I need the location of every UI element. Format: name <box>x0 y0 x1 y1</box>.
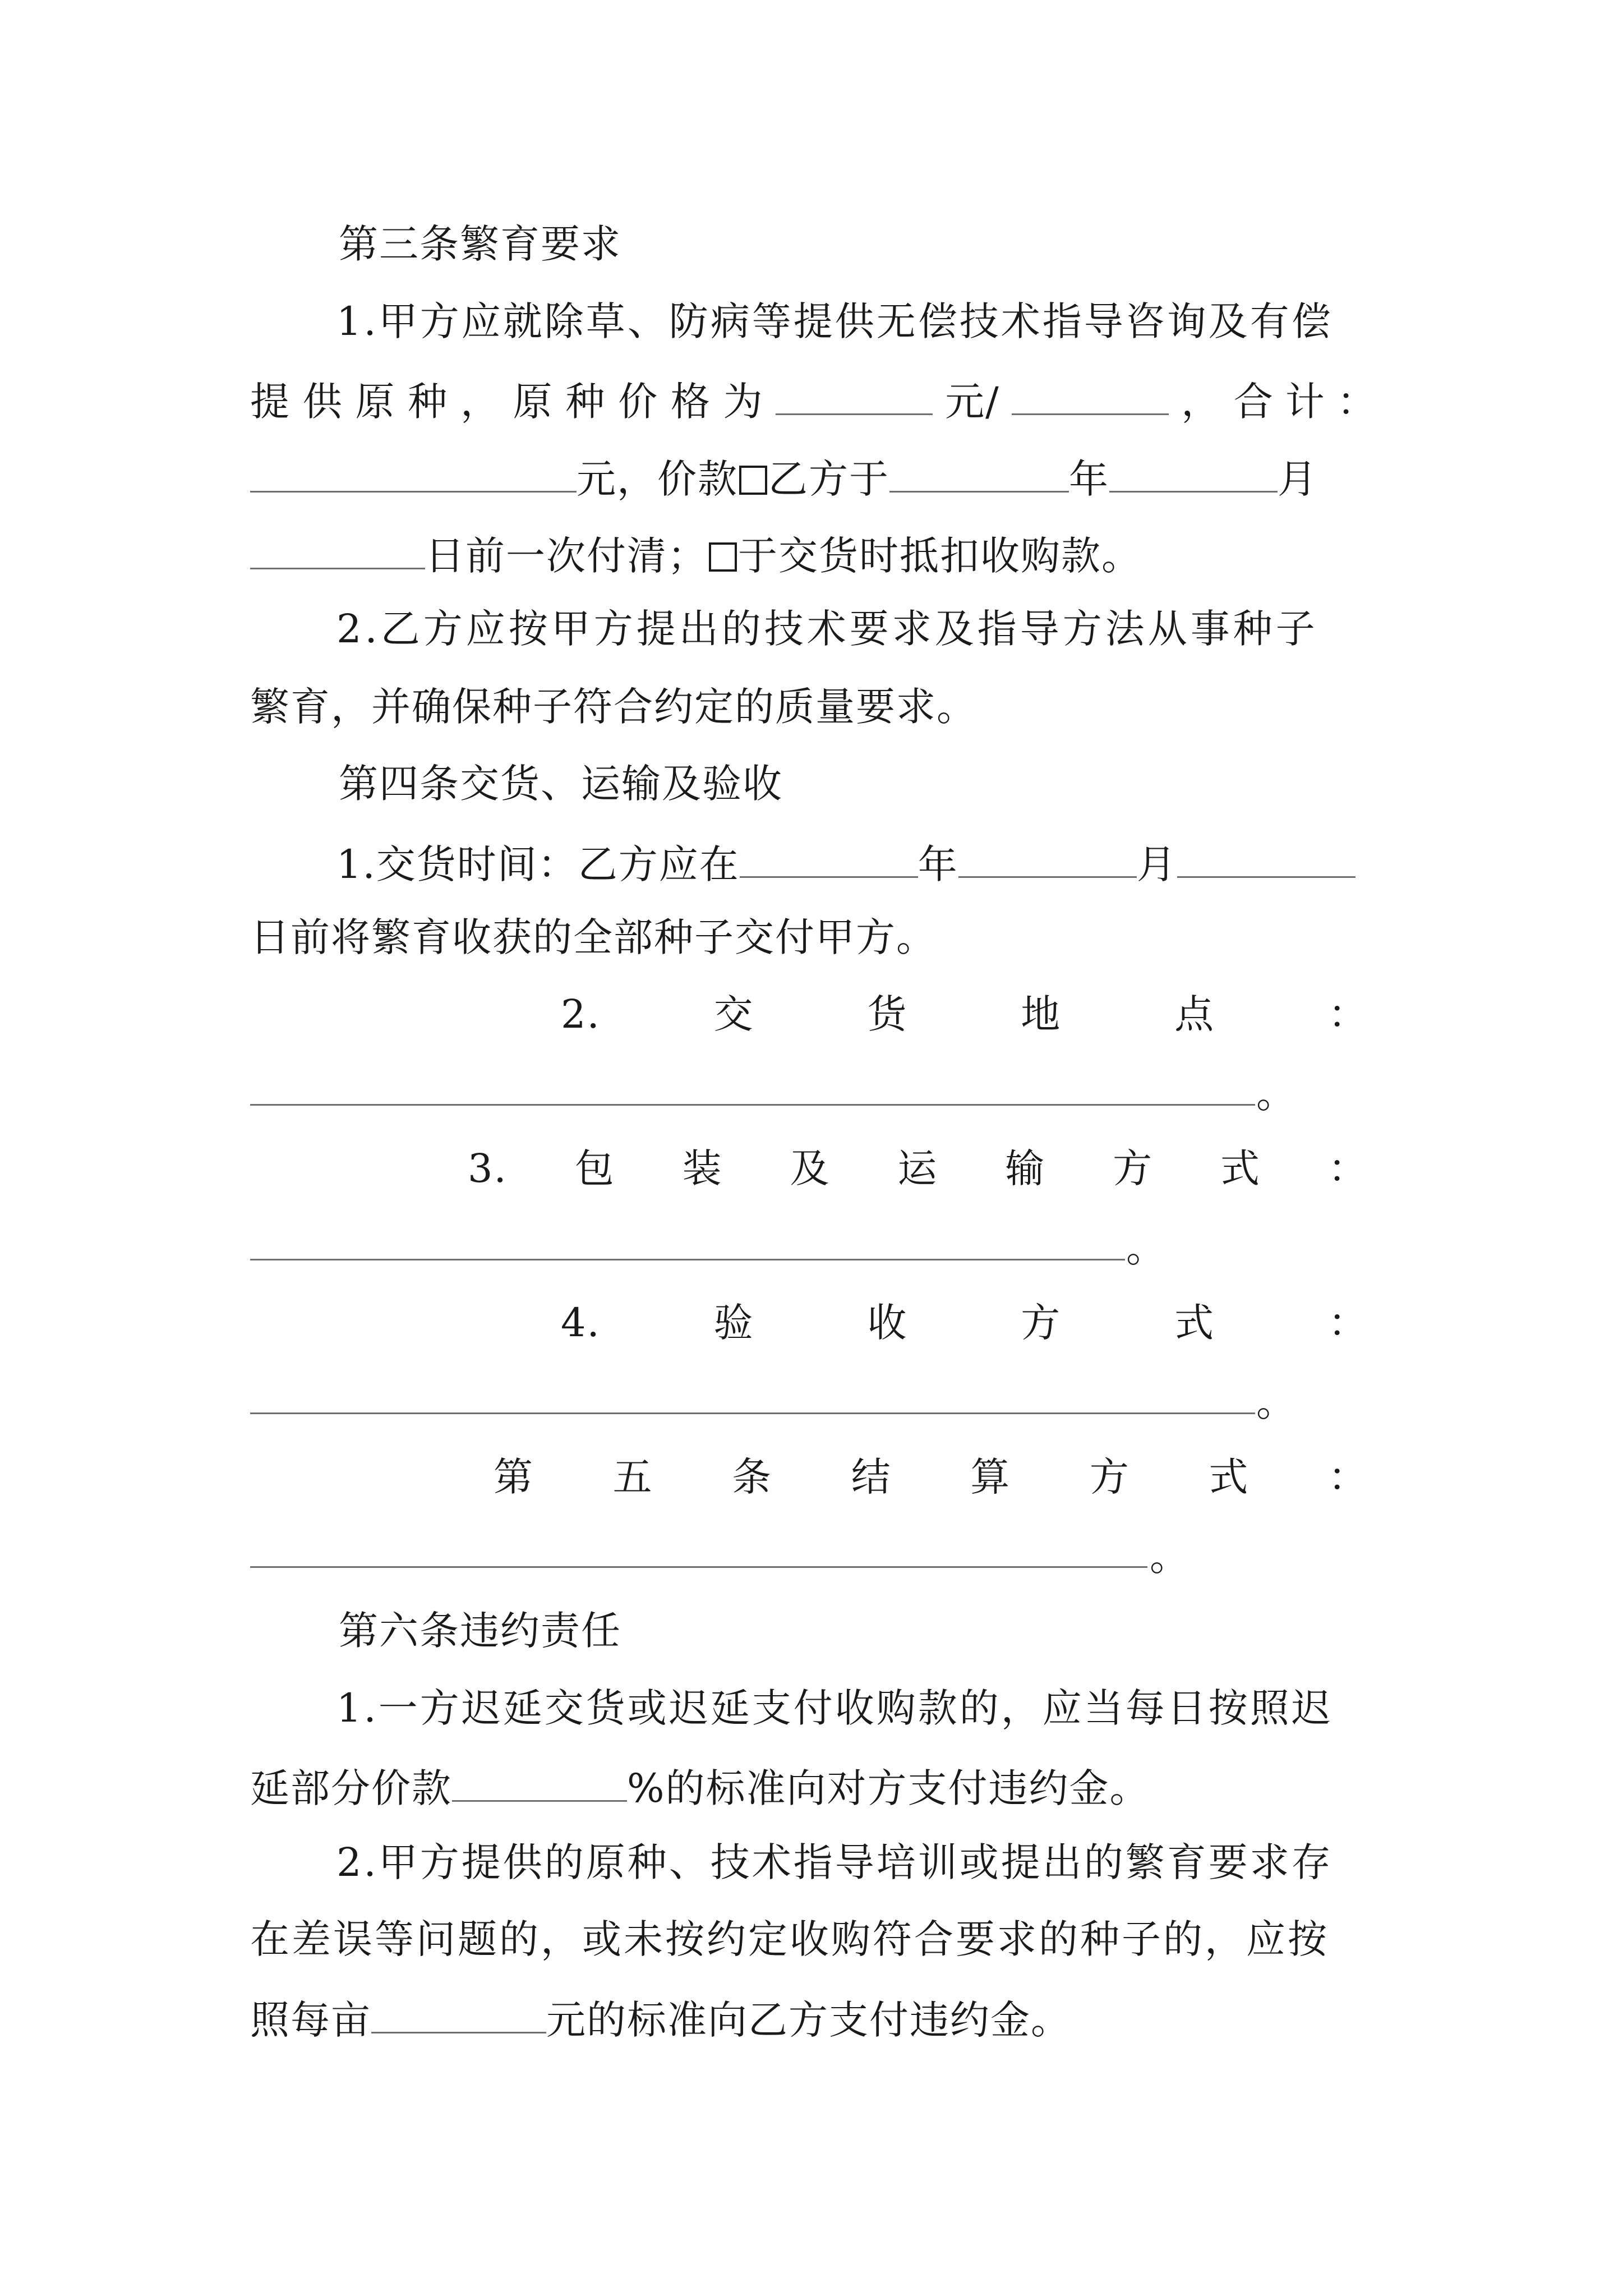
comma: ， <box>1181 379 1222 425</box>
text-char: 种 <box>565 379 606 425</box>
delivery-time-text: 1.交货时间：乙方应在 <box>336 841 740 887</box>
article5-line1 <box>494 1454 1368 1500</box>
penalty-text: 照每亩 <box>250 1997 371 2043</box>
percent-blank[interactable] <box>452 1765 627 1802</box>
text-char: 装 <box>682 1145 723 1191</box>
article3-item1-line1: 1.甲方应就除草、防病等提供无偿技术指导咨询及有偿 <box>336 298 1333 344</box>
text-char: ： <box>1327 1300 1368 1346</box>
period: 。 <box>1256 1379 1295 1425</box>
text-char: 验 <box>713 1300 754 1346</box>
year-label: 年 <box>1069 456 1109 502</box>
text-char: 4. <box>561 1300 601 1346</box>
text-char: 提 <box>250 379 291 425</box>
text-char: 点 <box>1174 991 1215 1037</box>
text-char: 方 <box>1089 1454 1130 1500</box>
month-label: 月 <box>1136 841 1177 887</box>
article6-heading: 第六条违约责任 <box>339 1608 621 1654</box>
unit-blank[interactable] <box>1012 379 1169 415</box>
text-char: 货 <box>867 991 908 1037</box>
text-char: 算 <box>970 1454 1011 1500</box>
day-blank[interactable] <box>250 533 425 569</box>
text-char: 结 <box>851 1454 892 1500</box>
text-char: 3. <box>468 1145 508 1191</box>
text-char: 方 <box>1021 1300 1062 1346</box>
packaging-transport-blank[interactable] <box>250 1259 1125 1260</box>
checkbox-icon[interactable] <box>739 466 767 495</box>
text-char: 原 <box>513 379 554 425</box>
deadline-text: 日前一次付清； <box>425 533 708 579</box>
day-blank[interactable] <box>1177 841 1355 878</box>
text-char: 供 <box>302 379 343 425</box>
text-char: 原 <box>355 379 396 425</box>
article6-item1-line2 <box>250 1765 1150 1811</box>
text-char: ： <box>1327 1454 1368 1500</box>
year-label: 年 <box>917 841 958 887</box>
period: 。 <box>1126 1225 1165 1271</box>
text-char: ， <box>460 379 501 425</box>
price-blank[interactable] <box>776 379 933 415</box>
article4-heading: 第四条交货、运输及验收 <box>339 761 783 807</box>
text-char: 为 <box>723 379 764 425</box>
unit-label: 元/ <box>945 379 1000 425</box>
article6-item2-line3 <box>250 1997 1071 2043</box>
settlement-method-blank[interactable] <box>250 1566 1147 1568</box>
text-char: 2. <box>561 991 601 1037</box>
penalty-text: 延部分价款 <box>250 1765 452 1811</box>
text-char: 式 <box>1209 1454 1249 1500</box>
article4-item2-line1 <box>561 991 1368 1037</box>
month-blank[interactable] <box>1109 456 1278 493</box>
text-char: 地 <box>1021 991 1062 1037</box>
text-char: 及 <box>790 1145 831 1191</box>
penalty-text: %的标准向对方支付违约金。 <box>627 1765 1150 1811</box>
text-char: 交 <box>713 991 754 1037</box>
article3-item1-line2 <box>250 379 1389 425</box>
checkbox-icon[interactable] <box>709 542 737 572</box>
text-char: 输 <box>1005 1145 1046 1191</box>
article4-item1-line2: 日前将繁育收获的全部种子交付甲方。 <box>250 914 937 960</box>
deduct-text: 于交货时抵扣收购款。 <box>738 533 1142 579</box>
article3-item1-line4 <box>250 533 1142 579</box>
text-char: 包 <box>574 1145 615 1191</box>
text-char: 收 <box>867 1300 908 1346</box>
article3-item1-line3 <box>250 456 1318 502</box>
acceptance-method-blank[interactable] <box>250 1412 1255 1414</box>
article3-item2-line2: 繁育，并确保种子符合约定的质量要求。 <box>250 684 977 730</box>
article4-item1-line1 <box>336 841 1355 887</box>
period: 。 <box>1256 1071 1295 1117</box>
text-char: 五 <box>612 1454 653 1500</box>
payment-text: 元，价款 <box>577 456 738 502</box>
year-blank[interactable] <box>889 456 1069 493</box>
text-char: 式 <box>1220 1145 1261 1191</box>
period: 。 <box>1150 1534 1189 1580</box>
delivery-location-blank[interactable] <box>250 1104 1255 1106</box>
article6-item2-line2: 在差误等问题的，或未按约定收购符合要求的种子的，应按 <box>250 1916 1329 1962</box>
month-blank[interactable] <box>958 841 1137 878</box>
per-mu-blank[interactable] <box>371 1997 546 2033</box>
article6-item2-line1: 2.甲方提供的原种、技术指导培训或提出的繁育要求存 <box>336 1839 1333 1885</box>
text-char: ： <box>1327 991 1368 1037</box>
total-label: 合计： <box>1233 379 1389 425</box>
article3-heading: 第三条繁育要求 <box>339 221 621 267</box>
year-blank[interactable] <box>740 841 918 878</box>
text-char: ： <box>1327 1145 1368 1191</box>
text-char: 种 <box>408 379 449 425</box>
text-char: 式 <box>1174 1300 1215 1346</box>
article4-item3-line1 <box>468 1145 1368 1191</box>
text-char: 第 <box>494 1454 534 1500</box>
total-blank[interactable] <box>250 456 577 493</box>
month-label: 月 <box>1278 456 1318 502</box>
text-char: 方 <box>1113 1145 1154 1191</box>
article3-item2-line1: 2.乙方应按甲方提出的技术要求及指导方法从事种子 <box>336 606 1318 652</box>
payment-text: 乙方于 <box>768 456 889 502</box>
penalty-text: 元的标准向乙方支付违约金。 <box>546 1997 1071 2043</box>
article4-item4-line1 <box>561 1300 1368 1346</box>
text-char: 价 <box>618 379 659 425</box>
text-char: 运 <box>897 1145 938 1191</box>
article6-item1-line1: 1.一方迟延交货或迟延支付收购款的，应当每日按照迟 <box>336 1685 1333 1731</box>
text-char: 格 <box>670 379 711 425</box>
text-char: 条 <box>732 1454 773 1500</box>
